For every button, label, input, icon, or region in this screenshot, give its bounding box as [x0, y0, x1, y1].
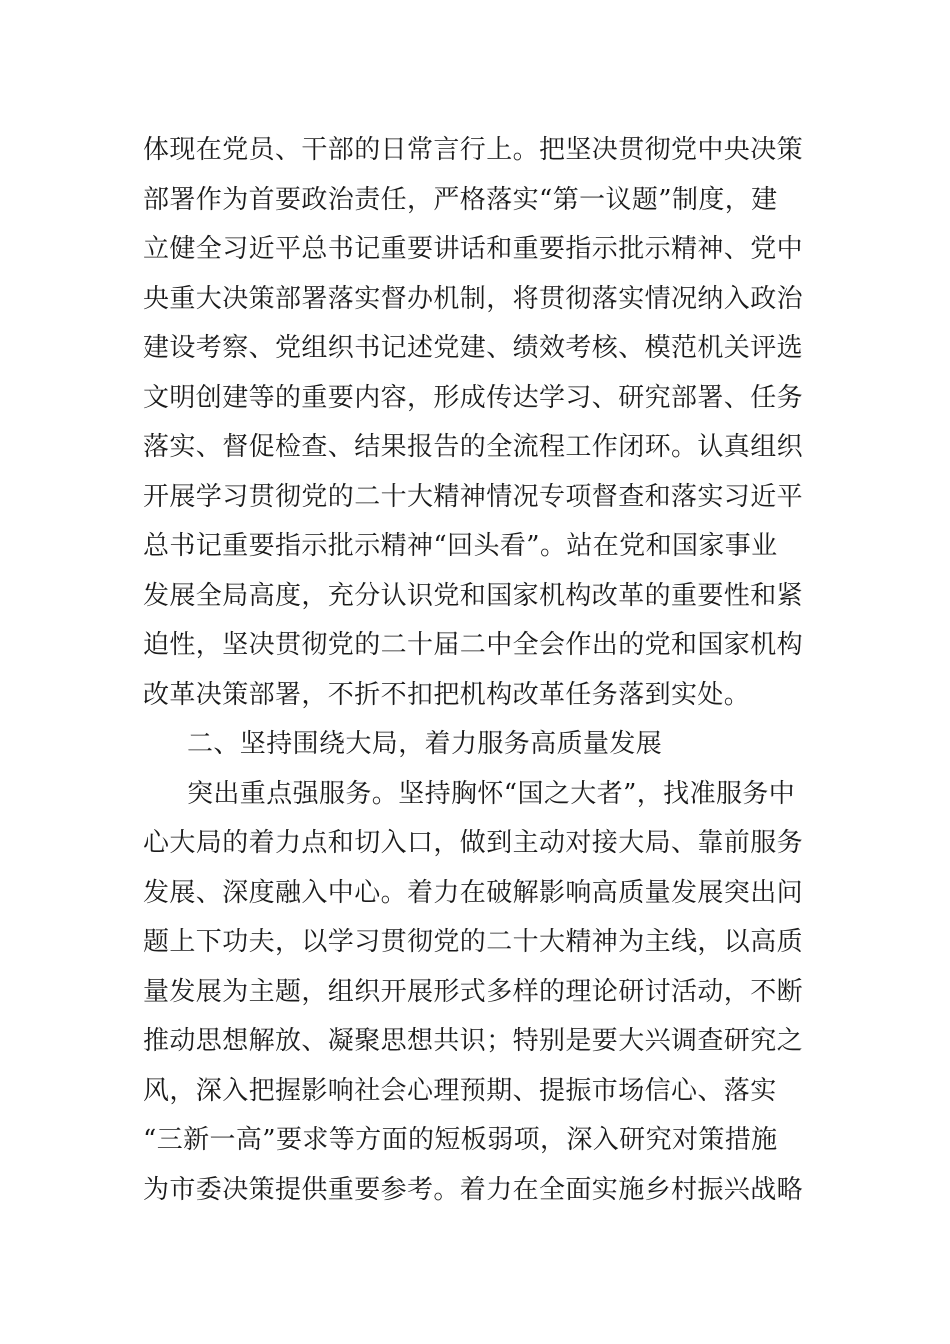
section-heading: 二、坚持围绕大局，着力服务高质量发展 — [187, 729, 663, 759]
paragraph-first-line: 突出重点强服务。坚持胸怀“国之大者”，找准服务中 — [187, 778, 796, 809]
text-line: 部署作为首要政治责任，严格落实“第一议题”制度，建 — [143, 184, 778, 215]
text-line: “三新一高”要求等方面的短板弱项，深入研究对策措施 — [143, 1125, 778, 1155]
body-text — [143, 126, 813, 1215]
text-line: 发展全局高度，充分认识党和国家机构改革的重要性和紧 — [143, 580, 804, 611]
text-line: 改革决策部署，不折不扣把机构改革任务落到实处。 — [143, 679, 751, 710]
text-line: 迫性，坚决贯彻党的二十届二中全会作出的党和国家机构 — [143, 630, 804, 660]
text-line: 为市委决策提供重要参考。着力在全面实施乡村振兴战略 — [143, 1174, 804, 1205]
text-line: 体现在党员、干部的日常言行上。把坚决贯彻党中央决策 — [143, 135, 804, 165]
text-line: 发展、深度融入中心。着力在破解影响高质量发展突出问 — [143, 877, 804, 908]
text-line: 总书记重要指示批示精神“回头看”。站在党和国家事业 — [143, 531, 778, 561]
text-line: 心大局的着力点和切入口，做到主动对接大局、靠前服务 — [143, 828, 804, 858]
text-line: 立健全习近平总书记重要讲话和重要指示批示精神、党中 — [143, 234, 804, 264]
text-line: 文明创建等的重要内容，形成传达学习、研究部署、任务 — [143, 382, 804, 413]
text-line: 落实、督促检查、结果报告的全流程工作闭环。认真组织 — [143, 432, 804, 462]
text-line: 题上下功夫，以学习贯彻党的二十大精神为主线，以高质 — [143, 927, 804, 957]
text-line: 建设考察、党组织书记述党建、绩效考核、模范机关评选 — [143, 333, 804, 363]
text-line: 推动思想解放、凝聚思想共识；特别是要大兴调查研究之 — [143, 1026, 804, 1056]
text-line: 央重大决策部署落实督办机制，将贯彻落实情况纳入政治 — [143, 283, 804, 314]
text-line: 量发展为主题，组织开展形式多样的理论研讨活动，不断 — [143, 976, 804, 1007]
text-line: 风，深入把握影响社会心理预期、提振市场信心、落实 — [143, 1075, 777, 1106]
text-line: 开展学习贯彻党的二十大精神情况专项督查和落实习近平 — [143, 481, 804, 512]
